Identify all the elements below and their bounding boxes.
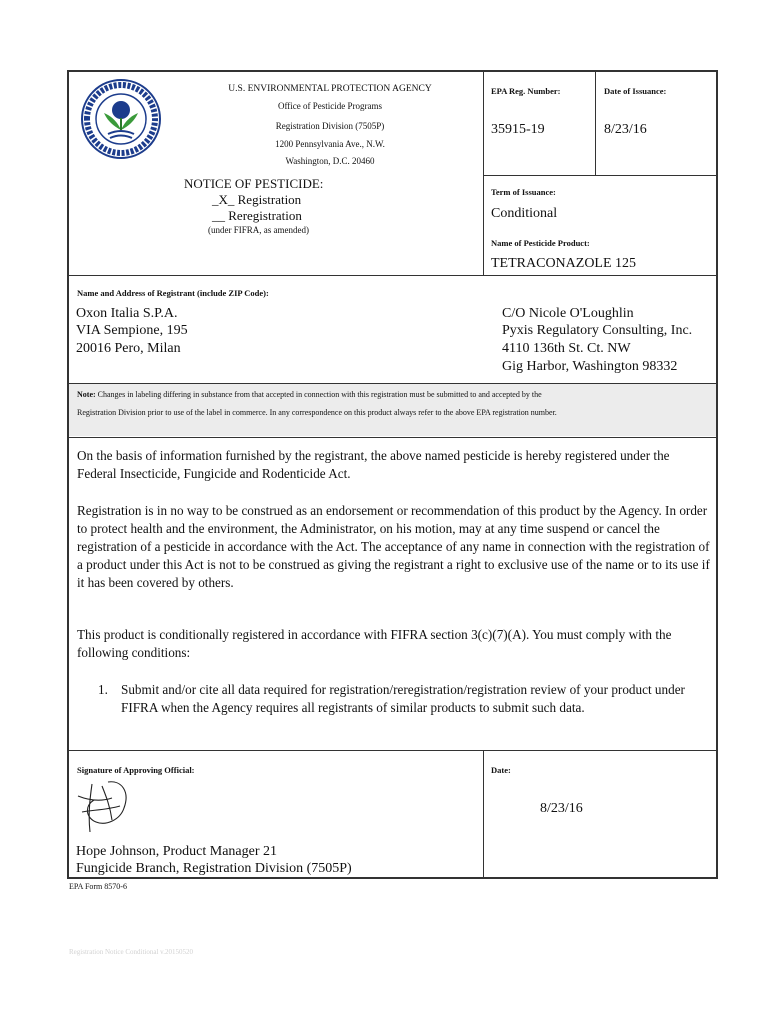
under-fifra-note: (under FIFRA, as amended) <box>208 225 309 235</box>
street-address: 1200 Pennsylvania Ave., N.W. <box>275 139 385 149</box>
handwritten-signature <box>72 776 134 838</box>
signature-label: Signature of Approving Official: <box>77 765 195 775</box>
note-text-1: Changes in labeling differing in substance from that accepted in connection with this registration must be submitted to and accepted by the <box>97 390 542 399</box>
signature-date-label: Date: <box>491 765 511 775</box>
division-name: Registration Division (7505P) <box>275 121 385 131</box>
divider-after-reg-number <box>483 175 717 176</box>
registrant-label: Name and Address of Registrant (include ZIP Code): <box>77 288 269 298</box>
signature-divider-vertical <box>483 750 484 878</box>
body-paragraph-3: This product is conditionally registered in accordance with FIFRA section 3(c)(7)(A). You must comply with the following conditions: <box>77 627 672 660</box>
divider-after-note <box>68 437 717 438</box>
registrant-street: VIA Sempione, 195 <box>76 323 188 338</box>
body-paragraph-1: On the basis of information furnished by the registrant, the above named pesticide is hereby registered under the Federal Insecticide, Fungicide and Rodenticide Act. <box>77 448 670 481</box>
term-of-issuance-label: Term of Issuance: <box>491 187 556 197</box>
registrant-city: 20016 Pero, Milan <box>76 341 181 356</box>
condition-item-1: Submit and/or cite all data required for registration/reregistration/registration review of your product under FIFRA when the Agency requires all registrants of similar products to submit such data. <box>121 682 685 715</box>
condition-item-number: 1. <box>98 682 108 697</box>
registrant-name: Oxon Italia S.P.A. <box>76 306 178 321</box>
registration-checkbox-line: _X_ Registration <box>212 192 302 207</box>
form-version-watermark: Registration Notice Conditional v.20150520 <box>69 948 193 956</box>
date-of-issuance-value: 8/23/16 <box>604 122 647 137</box>
signature-date-value: 8/23/16 <box>540 801 583 816</box>
city-address: Washington, D.C. 20460 <box>285 156 375 166</box>
divider-after-header <box>68 275 717 276</box>
date-of-issuance-label: Date of Issuance: <box>604 86 667 96</box>
product-name-label: Name of Pesticide Product: <box>491 238 590 248</box>
reregistration-checkbox-line: __ Reregistration <box>212 208 302 223</box>
reg-number-value: 35915-19 <box>491 122 545 137</box>
date-cell-divider <box>595 72 596 175</box>
divider-before-signature <box>68 750 717 751</box>
epa-seal-logo <box>80 78 162 160</box>
official-name: Hope Johnson, Product Manager 21 <box>76 844 278 859</box>
agent-street: 4110 136th St. Ct. NW <box>502 341 631 356</box>
agent-city: Gig Harbor, Washington 98332 <box>502 359 678 374</box>
product-name-value: TETRACONAZOLE 125 <box>491 256 637 271</box>
header-divider-vertical <box>483 72 484 275</box>
epa-form-number: EPA Form 8570-6 <box>69 882 127 891</box>
note-label: Note: <box>77 390 96 399</box>
reg-number-label: EPA Reg. Number: <box>491 86 561 96</box>
term-of-issuance-value: Conditional <box>491 206 558 221</box>
official-branch: Fungicide Branch, Registration Division (7505P) <box>76 861 352 876</box>
agent-company: Pyxis Regulatory Consulting, Inc. <box>502 323 693 338</box>
agent-name: C/O Nicole O'Loughlin <box>502 306 634 321</box>
note-line-1 <box>77 390 542 399</box>
body-paragraph-2: Registration is in no way to be construed as an endorsement or recommendation of this product by the Agency. In order to protect health and the environment, the Administrator, on his motion, may at any time suspend or cancel the registration of a pesticide in accordance with the Act. The acceptance of any name in connection with the registration of a product under this Act is not to be construed as giving the registrant a right to exclusive use of the name or to its use if it has been covered by others. <box>77 503 710 590</box>
office-name: Office of Pesticide Programs <box>277 101 383 111</box>
notice-title: NOTICE OF PESTICIDE: <box>184 176 324 191</box>
agency-name: U.S. ENVIRONMENTAL PROTECTION AGENCY <box>228 84 432 94</box>
note-line-2: Registration Division prior to use of the label in commerce. In any correspondence on this product always refer to the above EPA registration number. <box>77 408 557 417</box>
